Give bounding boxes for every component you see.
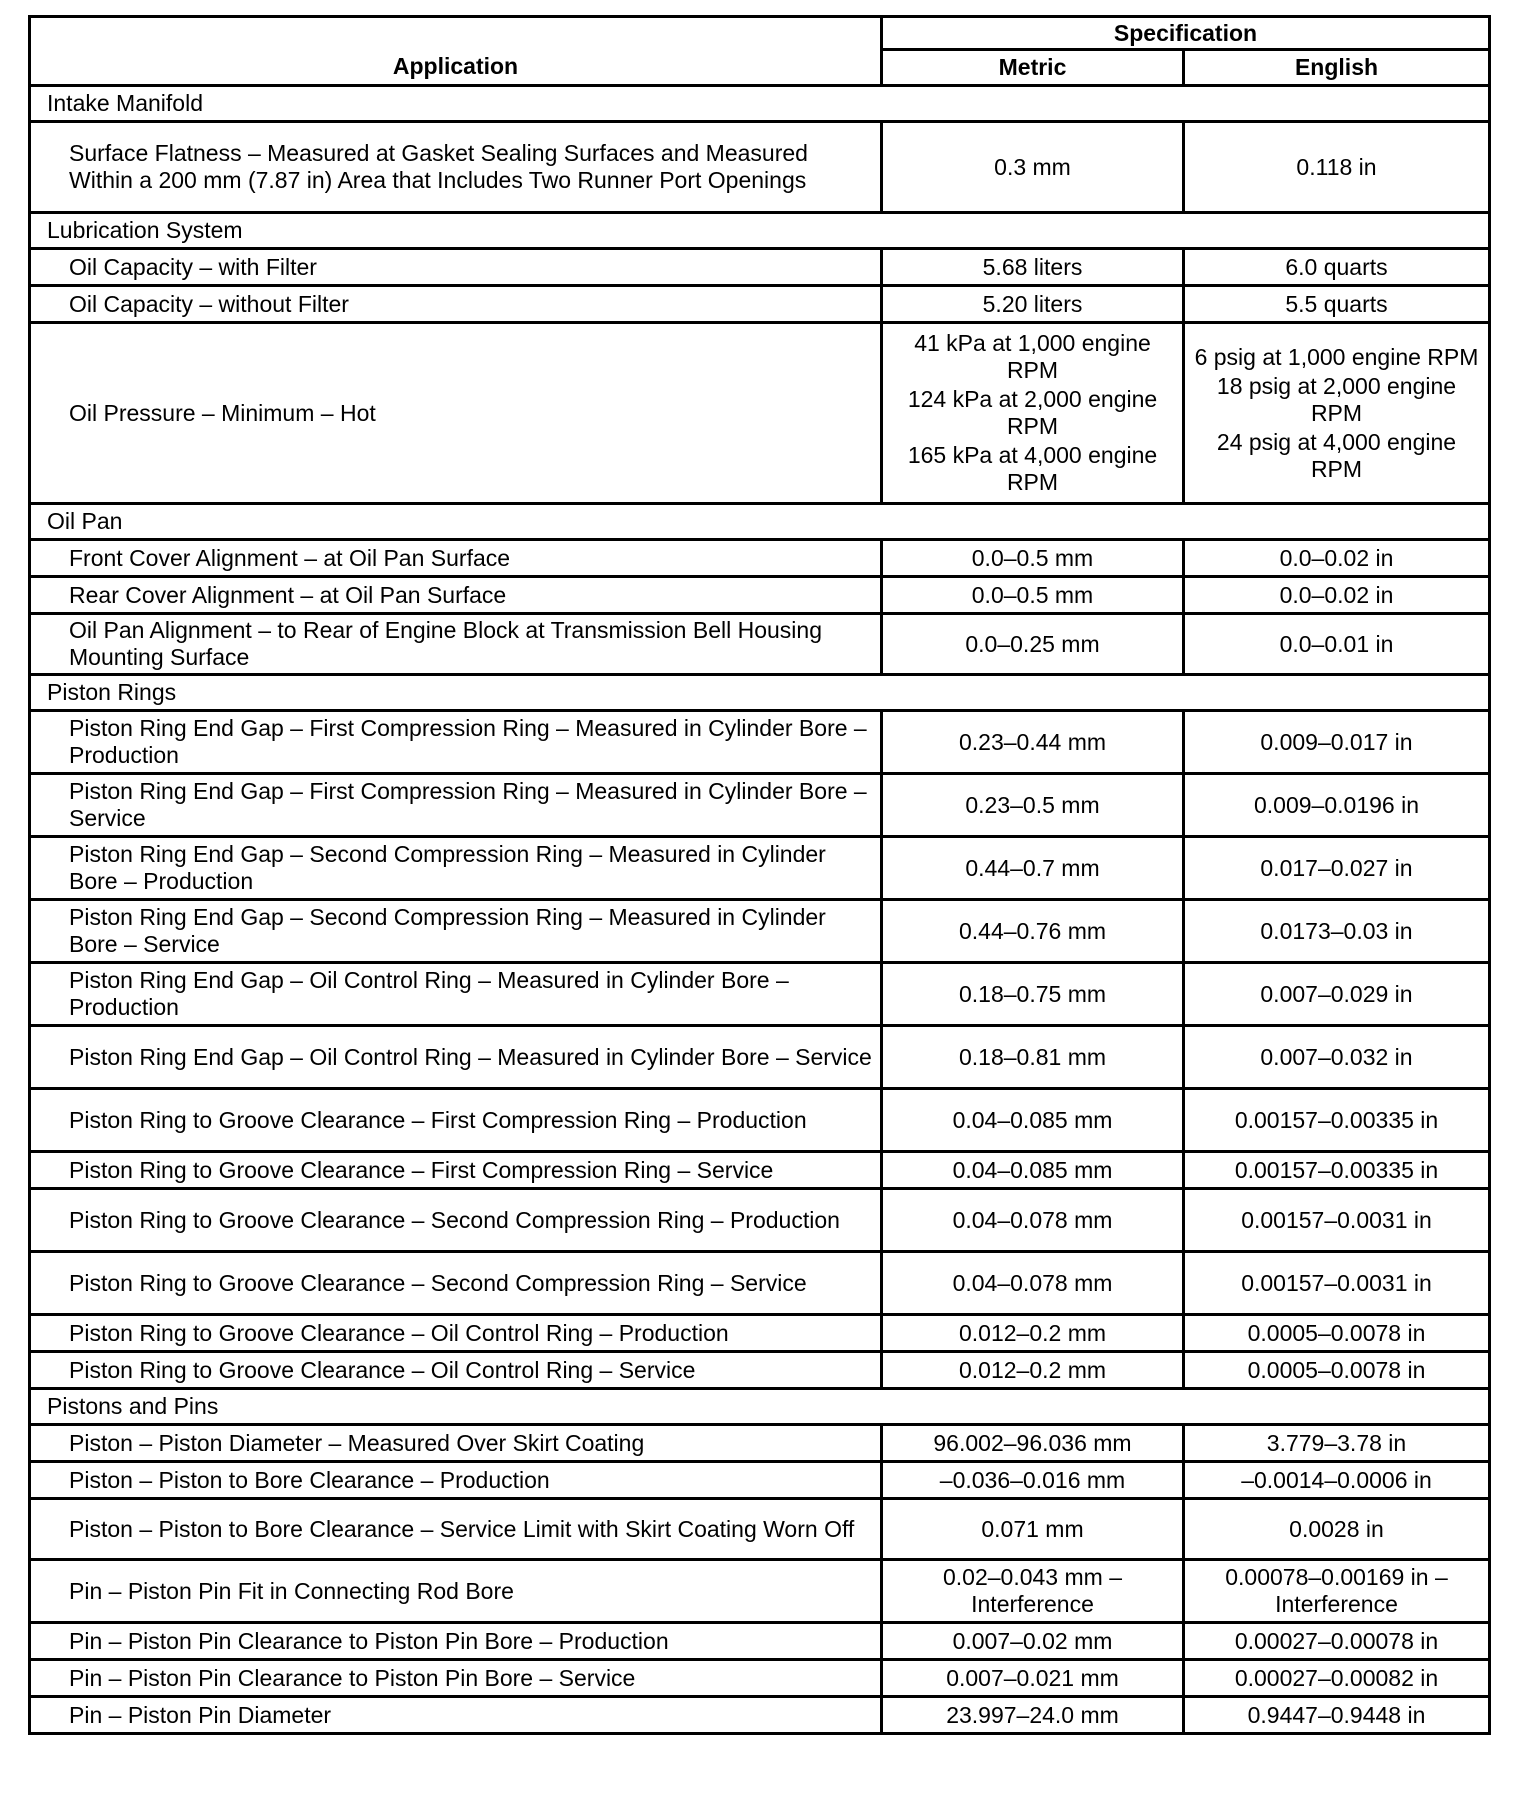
application-cell: Piston Ring to Groove Clearance – Oil Control Ring – Service [30,1352,882,1389]
application-cell: Oil Capacity – without Filter [30,286,882,323]
metric-value: 0.0–0.5 mm [971,581,1094,608]
metric-cell [882,1315,1184,1352]
english-value: 0.007–0.032 in [1260,1043,1413,1070]
metric-value: 0.18–0.75 mm [958,980,1107,1007]
table-row [30,249,1490,286]
english-cell [1184,1660,1490,1697]
metric-cell [882,1026,1184,1089]
application-cell: Pin – Piston Pin Diameter [30,1697,882,1734]
english-value: 0.0005–0.0078 in [1247,1356,1426,1383]
english-value: 0.00157–0.0031 in [1241,1269,1432,1296]
metric-value: 0.012–0.2 mm [958,1319,1107,1346]
metric-cell [882,1089,1184,1152]
english-value: 5.5 quarts [1285,290,1388,317]
english-value: 0.0–0.01 in [1279,630,1394,657]
english-cell [1184,1352,1490,1389]
english-value: 0.0–0.02 in [1279,581,1394,608]
english-cell [1184,1189,1490,1252]
metric-cell [882,286,1184,323]
section-row [30,1389,1490,1425]
table-row [30,1697,1490,1734]
english-cell [1184,286,1490,323]
english-value: 0.00078–0.00169 in – Interference [1225,1564,1448,1617]
english-cell [1184,774,1490,837]
english-cell [1184,1026,1490,1089]
application-cell: Piston Ring End Gap – Oil Control Ring – Measured in Cylinder Bore – Production [30,963,882,1026]
section-title: Lubrication System [30,213,1490,249]
metric-cell [882,1560,1184,1623]
table-row [30,323,1490,504]
english-cell [1184,1623,1490,1660]
application-cell: Piston Ring End Gap – Second Compression Ring – Measured in Cylinder Bore – Service [30,900,882,963]
table-row [30,774,1490,837]
table-row [30,1189,1490,1252]
metric-value: 0.007–0.021 mm [946,1664,1119,1691]
application-cell: Piston Ring End Gap – Second Compression Ring – Measured in Cylinder Bore – Production [30,837,882,900]
metric-value: 41 kPa at 1,000 engine RPM [914,330,1151,383]
metric-value: 5.20 liters [982,290,1083,317]
english-cell [1184,122,1490,213]
english-cell [1184,963,1490,1026]
application-cell: Oil Capacity – with Filter [30,249,882,286]
application-cell: Front Cover Alignment – at Oil Pan Surface [30,540,882,577]
application-cell: Piston Ring End Gap – Oil Control Ring – Measured in Cylinder Bore – Service [30,1026,882,1089]
english-value: 0.00157–0.00335 in [1234,1106,1439,1133]
section-row [30,675,1490,711]
metric-cell [882,1152,1184,1189]
metric-value: 0.23–0.44 mm [958,728,1107,755]
metric-cell [882,711,1184,774]
metric-value: 165 kPa at 4,000 engine RPM [907,442,1158,495]
application-cell: Piston Ring End Gap – First Compression Ring – Measured in Cylinder Bore – Service [30,774,882,837]
table-row [30,1089,1490,1152]
english-value: 0.0005–0.0078 in [1247,1319,1426,1346]
table-row [30,540,1490,577]
metric-cell [882,1660,1184,1697]
metric-cell [882,540,1184,577]
table-row [30,1425,1490,1462]
metric-value: 0.0–0.5 mm [971,544,1094,571]
metric-value: 0.012–0.2 mm [958,1356,1107,1383]
metric-value: 0.007–0.02 mm [952,1627,1113,1654]
english-cell [1184,837,1490,900]
application-header: Application [30,17,882,86]
english-cell [1184,1315,1490,1352]
english-value: 0.00027–0.00078 in [1234,1627,1439,1654]
application-cell: Pin – Piston Pin Fit in Connecting Rod Bore [30,1560,882,1623]
english-cell [1184,1499,1490,1560]
application-cell: Rear Cover Alignment – at Oil Pan Surface [30,577,882,614]
english-cell [1184,1089,1490,1152]
metric-value: 0.0–0.25 mm [965,630,1100,657]
english-cell [1184,249,1490,286]
section-row [30,504,1490,540]
metric-cell [882,1425,1184,1462]
metric-value: 0.3 mm [994,153,1071,180]
table-row [30,1623,1490,1660]
metric-cell [882,614,1184,675]
metric-value: 5.68 liters [982,253,1083,280]
table-row [30,711,1490,774]
metric-value: 0.23–0.5 mm [965,791,1100,818]
section-row [30,86,1490,122]
section-title: Intake Manifold [30,86,1490,122]
table-row [30,1352,1490,1389]
metric-cell [882,774,1184,837]
english-cell [1184,900,1490,963]
english-value: –0.0014–0.0006 in [1241,1466,1432,1493]
metric-cell [882,323,1184,504]
application-cell: Piston Ring to Groove Clearance – Second Compression Ring – Service [30,1252,882,1315]
english-cell [1184,1697,1490,1734]
metric-cell [882,963,1184,1026]
application-cell: Pin – Piston Pin Clearance to Piston Pin Bore – Production [30,1623,882,1660]
application-cell: Surface Flatness – Measured at Gasket Sealing Surfaces and Measured Within a 200 mm (7.87 in) Area that Includes Two Runner Port Openings [30,122,882,213]
metric-value: –0.036–0.016 mm [939,1466,1126,1493]
english-value: 0.017–0.027 in [1260,854,1413,881]
metric-cell [882,837,1184,900]
application-cell: Piston Ring to Groove Clearance – Oil Control Ring – Production [30,1315,882,1352]
english-value: 0.00027–0.00082 in [1234,1664,1439,1691]
metric-value: 0.44–0.7 mm [965,854,1100,881]
english-value: 3.779–3.78 in [1266,1429,1407,1456]
english-value: 0.009–0.0196 in [1254,791,1419,818]
specification-header: Specification [882,17,1490,50]
english-value: 0.118 in [1296,153,1377,180]
table-row [30,1315,1490,1352]
english-cell [1184,540,1490,577]
metric-cell [882,1252,1184,1315]
english-value: 0.9447–0.9448 in [1247,1701,1426,1728]
section-row [30,213,1490,249]
metric-value: 96.002–96.036 mm [933,1429,1132,1456]
table-row [30,900,1490,963]
metric-value: 0.04–0.078 mm [952,1269,1113,1296]
application-cell: Oil Pressure – Minimum – Hot [30,323,882,504]
metric-cell [882,900,1184,963]
table-row [30,1152,1490,1189]
table-row [30,1560,1490,1623]
metric-value: 0.18–0.81 mm [958,1043,1107,1070]
table-row [30,837,1490,900]
english-cell [1184,1252,1490,1315]
metric-value: 124 kPa at 2,000 engine RPM [907,386,1158,439]
metric-value: 0.04–0.085 mm [952,1106,1113,1133]
english-cell [1184,323,1490,504]
english-cell [1184,711,1490,774]
application-cell: Piston Ring to Groove Clearance – Second Compression Ring – Production [30,1189,882,1252]
table-row [30,614,1490,675]
table-row [30,1660,1490,1697]
application-cell: Piston Ring to Groove Clearance – First Compression Ring – Production [30,1089,882,1152]
metric-value: 0.04–0.078 mm [952,1206,1113,1233]
english-value: 0.0028 in [1289,1515,1384,1542]
english-value: 0.0173–0.03 in [1260,917,1413,944]
table-row [30,286,1490,323]
metric-value: 23.997–24.0 mm [946,1701,1119,1728]
metric-header: Metric [882,50,1184,86]
application-cell: Pin – Piston Pin Clearance to Piston Pin Bore – Service [30,1660,882,1697]
metric-cell [882,1623,1184,1660]
metric-value: 0.44–0.76 mm [958,917,1107,944]
english-value: 0.009–0.017 in [1260,728,1413,755]
table-row [30,1462,1490,1499]
metric-value: 0.02–0.043 mm – Interference [942,1564,1122,1617]
application-cell: Piston Ring to Groove Clearance – First Compression Ring – Service [30,1152,882,1189]
metric-cell [882,122,1184,213]
english-cell [1184,577,1490,614]
specification-table [28,15,1491,1735]
english-value: 6 psig at 1,000 engine RPM [1194,343,1479,370]
table-row [30,1026,1490,1089]
english-cell [1184,614,1490,675]
section-title: Oil Pan [30,504,1490,540]
english-cell [1184,1152,1490,1189]
english-value: 24 psig at 4,000 engine RPM [1216,428,1457,482]
english-cell [1184,1560,1490,1623]
section-title: Piston Rings [30,675,1490,711]
english-value: 18 psig at 2,000 engine RPM [1216,372,1457,426]
english-value: 0.0–0.02 in [1279,544,1394,571]
application-cell: Piston – Piston Diameter – Measured Over Skirt Coating [30,1425,882,1462]
metric-cell [882,577,1184,614]
application-cell: Piston – Piston to Bore Clearance – Production [30,1462,882,1499]
metric-cell [882,1697,1184,1734]
application-cell: Piston Ring End Gap – First Compression Ring – Measured in Cylinder Bore – Production [30,711,882,774]
table-row [30,1252,1490,1315]
application-cell: Oil Pan Alignment – to Rear of Engine Block at Transmission Bell Housing Mounting Surface [30,614,882,675]
table-row [30,577,1490,614]
metric-cell [882,1462,1184,1499]
table-row [30,963,1490,1026]
english-header: English [1184,50,1490,86]
application-cell: Piston – Piston to Bore Clearance – Service Limit with Skirt Coating Worn Off [30,1499,882,1560]
metric-cell [882,1352,1184,1389]
english-value: 0.00157–0.00335 in [1234,1156,1439,1183]
metric-value: 0.04–0.085 mm [952,1156,1113,1183]
english-cell [1184,1425,1490,1462]
table-row [30,122,1490,213]
section-title: Pistons and Pins [30,1389,1490,1425]
english-value: 0.00157–0.0031 in [1241,1206,1432,1233]
table-row [30,1499,1490,1560]
metric-value: 0.071 mm [981,1515,1084,1542]
metric-cell [882,1499,1184,1560]
english-value: 0.007–0.029 in [1260,980,1413,1007]
metric-cell [882,249,1184,286]
metric-cell [882,1189,1184,1252]
english-cell [1184,1462,1490,1499]
english-value: 6.0 quarts [1285,253,1388,280]
